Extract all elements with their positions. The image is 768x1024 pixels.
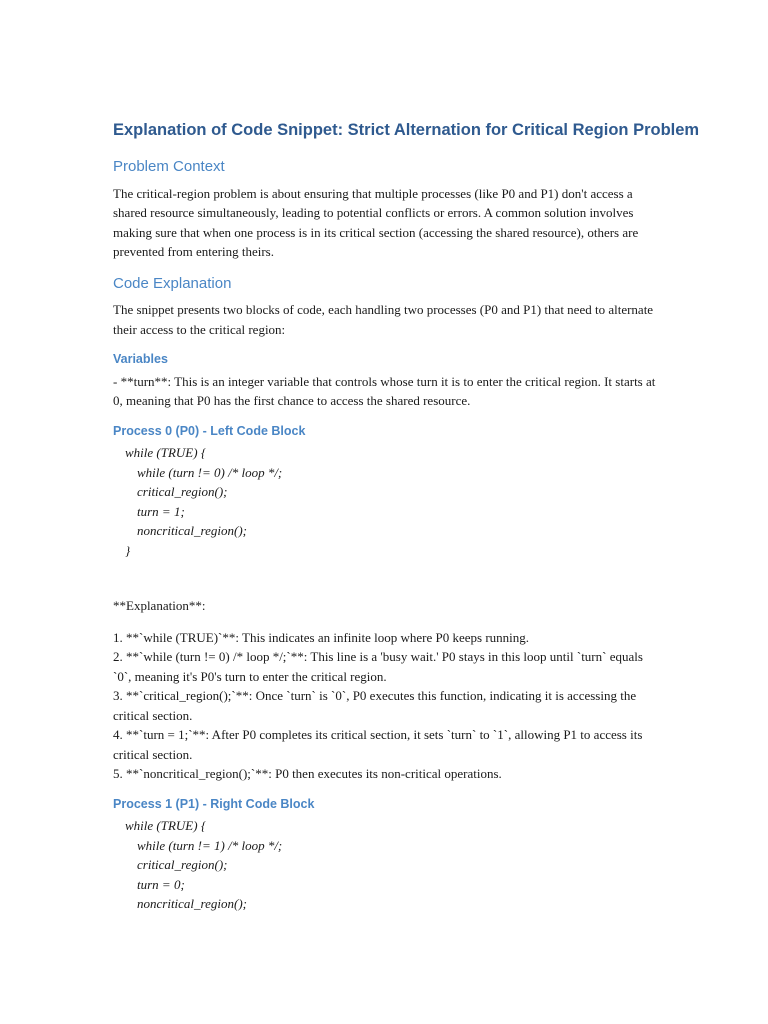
problem-context-paragraph: The critical-region problem is about ensuring that multiple processes (like P0 and P1) don't access a shared resource simultaneously, leading to potential conflicts or errors. A common solution involves making sure that when one process is in its critical section (accessing the shared resource), others are prevented from entering theirs. xyxy=(113,185,639,260)
explanation-label: **Explanation**: xyxy=(113,598,206,614)
list-item: 4. **`turn = 1;`**: After P0 completes its critical section, it sets `turn` to `1`, allowing P1 to access its critical section. xyxy=(113,727,643,762)
explanation-list xyxy=(113,628,658,784)
code-line: while (turn != 0) /* loop */; xyxy=(137,464,283,480)
code-line: while (TRUE) { xyxy=(125,445,207,461)
document-body xyxy=(113,120,700,926)
code-line: turn = 1; xyxy=(137,503,185,519)
heading-process1: Process 1 (P1) - Right Code Block xyxy=(113,796,315,811)
list-item: 1. **`while (TRUE)`**: This indicates an infinite loop where P0 keeps running. xyxy=(113,629,530,645)
heading-process0: Process 0 (P0) - Left Code Block xyxy=(113,423,306,438)
variables-paragraph: - **turn**: This is an integer variable that controls whose turn it is to enter the critical region. It starts at 0, meaning that P0 has the first chance to access the shared resource. xyxy=(113,373,656,409)
code-explanation-paragraph: The snippet presents two blocks of code, each handling two processes (P0 and P1) that need to alternate their access to the critical region: xyxy=(113,302,654,337)
code-line: while (turn != 1) /* loop */; xyxy=(137,837,283,853)
process1-code-block xyxy=(113,816,658,914)
spacer xyxy=(113,572,658,596)
list-item: 3. **`critical_region();`**: Once `turn` is `0`, P0 executes this function, indicating it is accessing the critical section. xyxy=(113,688,637,723)
code-line: critical_region(); xyxy=(137,857,228,873)
code-line: } xyxy=(125,542,131,558)
list-item: 5. **`noncritical_region();`**: P0 then executes its non-critical operations. xyxy=(113,766,502,782)
heading-variables: Variables xyxy=(113,352,168,367)
code-line: critical_region(); xyxy=(137,484,228,500)
heading-code-explanation: Code Explanation xyxy=(113,274,232,292)
code-line: turn = 0; xyxy=(137,876,185,892)
code-line: while (TRUE) { xyxy=(125,818,207,834)
document-title: Explanation of Code Snippet: Strict Alternation for Critical Region Problem xyxy=(113,121,700,139)
heading-problem-context: Problem Context xyxy=(113,158,225,176)
code-line: noncritical_region(); xyxy=(137,523,247,539)
code-line: noncritical_region(); xyxy=(137,896,247,912)
list-item: 2. **`while (turn != 0) /* loop */;`**: This line is a 'busy wait.' P0 stays in this loop until `turn` equals `0`, meaning it's P0's turn to enter the critical region. xyxy=(113,649,643,684)
process0-code-block xyxy=(113,443,658,560)
